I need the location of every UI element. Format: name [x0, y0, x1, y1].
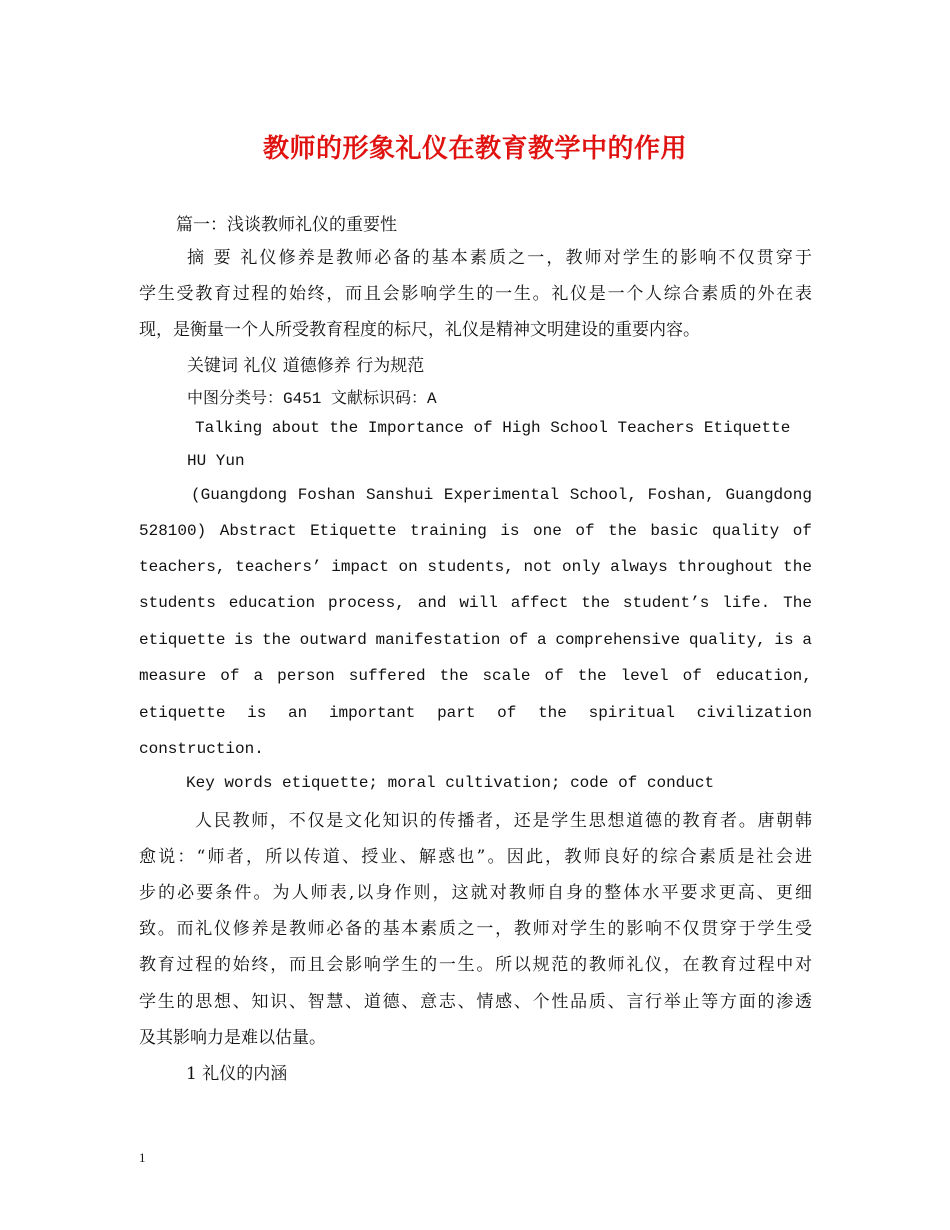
abstract-en-word: Foshan,: [647, 486, 715, 504]
abstract-en-word: education: [228, 594, 316, 612]
abstract-en-word: of: [509, 631, 529, 649]
page-number: 1: [139, 1150, 146, 1165]
abstract-en-word: Etiquette: [310, 522, 397, 540]
abstract-en-word: suffered: [348, 667, 426, 685]
abstract-en-word: of: [220, 667, 240, 685]
abstract-en-word: of: [792, 522, 812, 540]
abstract-en-word: quality: [711, 522, 780, 540]
abstract-en-word: one: [533, 522, 562, 540]
abstract-en-line: [191, 486, 812, 504]
abstract-en-word: Abstract: [219, 522, 297, 540]
body-paragraph-line: 学生的思想、知识、智慧、道德、意志、情感、个性品质、言行举止等方面的渗透: [139, 992, 812, 1012]
keywords-en: Key words etiquette; moral cultivation; code of conduct: [186, 774, 715, 792]
abstract-en-word: (Guangdong: [191, 486, 288, 504]
abstract-en-line: [139, 631, 812, 649]
abstract-en-word: throughout: [677, 558, 774, 576]
abstract-en-word: person: [277, 667, 335, 685]
abstract-en-word: an: [288, 704, 308, 722]
abstract-en-word: on: [398, 558, 418, 576]
abstract-en-word: etiquette: [139, 631, 226, 649]
abstract-en-word: scale: [482, 667, 531, 685]
abstract-en-line: [139, 522, 812, 540]
body-paragraph-line: 人民教师，不仅是文化知识的传播者，还是学生思想道德的教育者。唐朝韩: [195, 811, 812, 831]
abstract-en-word: is: [234, 631, 254, 649]
abstract-en-word: impact: [331, 558, 389, 576]
abstract-en-line: [139, 667, 812, 685]
abstract-en-word: The: [783, 594, 812, 612]
abstract-en-word: process,: [328, 594, 405, 612]
abstract-en-word: the: [608, 522, 637, 540]
abstract-en-line: [139, 594, 812, 612]
author-name: HU Yun: [187, 452, 245, 470]
abstract-en-word: student’s: [622, 594, 710, 612]
abstract-en-word: teachers,: [139, 558, 226, 576]
abstract-en-word: not: [523, 558, 553, 576]
abstract-en-word: quality,: [688, 631, 766, 649]
classification-line: 中图分类号：G451 文献标识码：A: [187, 390, 437, 408]
abstract-en-word: Sanshui: [365, 486, 434, 504]
abstract-en-word: a: [537, 631, 547, 649]
abstract-en-word: the: [262, 631, 291, 649]
abstract-en-word: spiritual: [588, 704, 676, 722]
body-paragraph-line: 愈说：“师者，所以传道、授业、解惑也”。因此，教师良好的综合素质是社会进: [139, 847, 812, 867]
abstract-en-word: and: [417, 594, 447, 612]
abstract-en-word: a: [253, 667, 264, 685]
abstract-en-word: education,: [715, 667, 812, 685]
abstract-en-word: of: [544, 667, 564, 685]
abstract-en-word: the: [439, 667, 469, 685]
abstract-en-word: important: [328, 704, 416, 722]
abstract-en-line: construction.: [139, 740, 264, 758]
abstract-en-word: will: [459, 594, 498, 612]
keywords-cn: 关键词 礼仪 道德修养 行为规范: [187, 356, 425, 376]
abstract-en-word: manifestation: [375, 631, 501, 649]
abstract-en-word: is: [500, 522, 520, 540]
abstract-en-word: teachers’: [235, 558, 322, 576]
body-paragraph-line: 致。而礼仪修养是教师必备的基本素质之一，教师对学生的影响不仅贯穿于学生受: [139, 919, 812, 939]
abstract-cn-line: 现，是衡量一个人所受教育程度的标尺，礼仪是精神文明建设的重要内容。: [139, 320, 700, 340]
abstract-en-word: the: [538, 704, 567, 722]
english-title: Talking about the Importance of High School Teachers Etiquette: [195, 419, 791, 437]
abstract-en-word: students,: [427, 558, 514, 576]
abstract-en-word: School,: [569, 486, 637, 504]
abstract-cn-line: 摘 要 礼仪修养是教师必备的基本素质之一，教师对学生的影响不仅贯穿于: [187, 248, 812, 268]
abstract-en-word: students: [139, 594, 216, 612]
abstract-en-word: training: [410, 522, 487, 540]
abstract-en-word: Guangdong: [725, 486, 812, 504]
abstract-en-word: a: [802, 631, 812, 649]
abstract-en-word: Foshan: [297, 486, 356, 504]
abstract-en-word: affect: [510, 594, 569, 612]
abstract-en-word: outward: [299, 631, 367, 649]
abstract-en-word: the: [581, 594, 611, 612]
body-paragraph-line: 步的必要条件。为人师表,以身作则，这就对教师自身的整体水平要求更高、更细: [139, 883, 812, 903]
body-paragraph-line: 教育过程的始终，而且会影响学生的一生。所以规范的教师礼仪，在教育过程中对: [139, 955, 812, 975]
abstract-en-line: [139, 704, 812, 722]
body-paragraph-line: 及其影响力是难以估量。: [139, 1028, 326, 1048]
abstract-en-word: the: [577, 667, 607, 685]
abstract-en-word: 528100): [139, 522, 207, 540]
abstract-en-word: only: [562, 558, 601, 576]
abstract-en-word: civilization: [696, 704, 812, 722]
abstract-en-word: is: [247, 704, 267, 722]
abstract-en-word: comprehensive: [555, 631, 681, 649]
abstract-en-word: always: [610, 558, 668, 576]
abstract-en-word: of: [497, 704, 517, 722]
abstract-en-word: life.: [722, 594, 771, 612]
abstract-en-word: part: [437, 704, 476, 722]
abstract-en-word: etiquette: [139, 704, 226, 722]
abstract-en-word: measure: [139, 667, 207, 685]
abstract-en-word: basic: [650, 522, 699, 540]
abstract-cn-line: 学生受教育过程的始终，而且会影响学生的一生。礼仪是一个人综合素质的外在表: [139, 284, 812, 304]
abstract-en-word: Experimental: [443, 486, 560, 504]
abstract-en-line: [139, 558, 812, 576]
abstract-en-word: of: [682, 667, 702, 685]
section-heading: 篇一：浅谈教师礼仪的重要性: [176, 215, 397, 235]
abstract-en-word: level: [620, 667, 669, 685]
abstract-en-word: the: [783, 558, 812, 576]
abstract-en-word: is: [774, 631, 794, 649]
abstract-en-word: of: [575, 522, 595, 540]
subheading: 1 礼仪的内涵: [186, 1064, 288, 1084]
document-title: 教师的形象礼仪在教育教学中的作用: [262, 134, 687, 164]
